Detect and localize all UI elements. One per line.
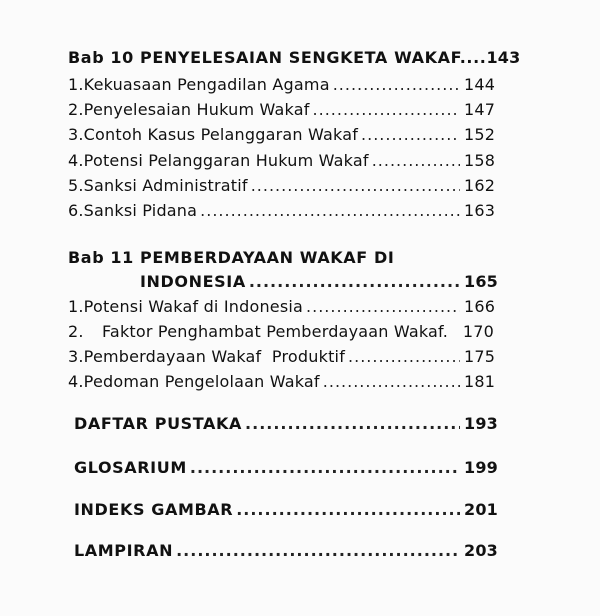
toc-item-title: Pedoman Pengelolaan Wakaf <box>83 372 320 391</box>
dot-leader <box>251 176 460 195</box>
toc-item <box>68 347 494 366</box>
section-title: DAFTAR PUSTAKA <box>74 414 243 433</box>
dot-leader <box>348 347 460 366</box>
chapter-11-page: 165 <box>464 272 498 291</box>
dot-leader <box>313 100 460 119</box>
toc-item-number: 6. <box>68 201 84 220</box>
toc-item-title: Kekuasaan Pengadilan Agama <box>83 75 330 94</box>
toc-item-number: 2. <box>68 322 84 341</box>
toc-item-number: 4. <box>68 151 84 170</box>
toc-item-page: 147 <box>464 100 496 119</box>
section-glosarium <box>74 458 498 477</box>
chapter-10-title: Bab 10 PENYELESAIAN SENGKETA WAKAF.... <box>68 48 487 67</box>
dot-leader <box>236 500 460 519</box>
toc-item-page: 175 <box>464 347 496 366</box>
dot-leader <box>200 201 460 220</box>
toc-item <box>68 125 494 144</box>
section-title: GLOSARIUM <box>74 458 187 477</box>
dot-leader <box>306 297 460 316</box>
toc-item-page: 181 <box>464 372 496 391</box>
toc-item-title: Penyelesaian Hukum Wakaf <box>83 100 310 119</box>
toc-item-title: Contoh Kasus Pelanggaran Wakaf <box>83 125 359 144</box>
toc-item <box>68 201 494 220</box>
toc-item-title: Sanksi Pidana <box>83 201 198 220</box>
toc-item-page: 152 <box>464 125 496 144</box>
toc-item-title: Sanksi Administratif <box>83 176 248 195</box>
toc-item-number: 1. <box>68 297 84 316</box>
chapter-10-heading <box>68 48 521 67</box>
section-daftar-pustaka <box>74 414 498 433</box>
toc-item-page: 166 <box>464 297 496 316</box>
chapter-10-page: 143 <box>486 48 521 67</box>
dot-leader <box>372 151 460 170</box>
section-indeks-gambar <box>74 500 498 519</box>
toc-item-number: 2. <box>68 100 84 119</box>
dot-leader <box>323 372 460 391</box>
chapter-11-title-line2: INDONESIA <box>140 272 246 291</box>
dot-leader <box>190 458 460 477</box>
toc-item-number: 4. <box>68 372 84 391</box>
toc-item <box>68 372 494 391</box>
toc-item <box>68 151 494 170</box>
section-page: 199 <box>464 458 498 477</box>
dot-leader <box>176 541 460 560</box>
toc-item <box>68 297 494 316</box>
toc-item-page: 163 <box>464 201 496 220</box>
toc-item-title: Faktor Penghambat Pemberdayaan Wakaf. <box>102 322 449 341</box>
toc-item-page: 158 <box>464 151 496 170</box>
toc-item-title: Potensi Pelanggaran Hukum Wakaf <box>83 151 369 170</box>
dot-leader <box>245 414 460 433</box>
toc-item <box>68 322 494 341</box>
toc-item <box>68 176 494 195</box>
dot-leader <box>333 75 460 94</box>
toc-item-number: 1. <box>68 75 84 94</box>
section-page: 201 <box>464 500 498 519</box>
toc-item <box>68 100 494 119</box>
dot-leader <box>361 125 460 144</box>
toc-item-number: 5. <box>68 176 84 195</box>
dot-leader <box>249 272 460 291</box>
toc-item-page: 144 <box>464 75 496 94</box>
toc-item-number: 3. <box>68 347 84 366</box>
chapter-11-heading-cont <box>140 272 498 291</box>
toc-item-title: Potensi Wakaf di Indonesia <box>83 297 304 316</box>
section-lampiran <box>74 541 498 560</box>
section-page: 203 <box>464 541 498 560</box>
section-page: 193 <box>464 414 498 433</box>
toc-item <box>68 75 494 94</box>
section-title: INDEKS GAMBAR <box>74 500 234 519</box>
toc-item-title: Pemberdayaan Wakaf Produktif <box>83 347 346 366</box>
section-title: LAMPIRAN <box>74 541 174 560</box>
toc-item-number: 3. <box>68 125 84 144</box>
toc-item-page: 170 <box>462 322 494 341</box>
chapter-11-heading: Bab 11 PEMBERDAYAAN WAKAF DI <box>68 248 395 267</box>
toc-item-page: 162 <box>464 176 496 195</box>
